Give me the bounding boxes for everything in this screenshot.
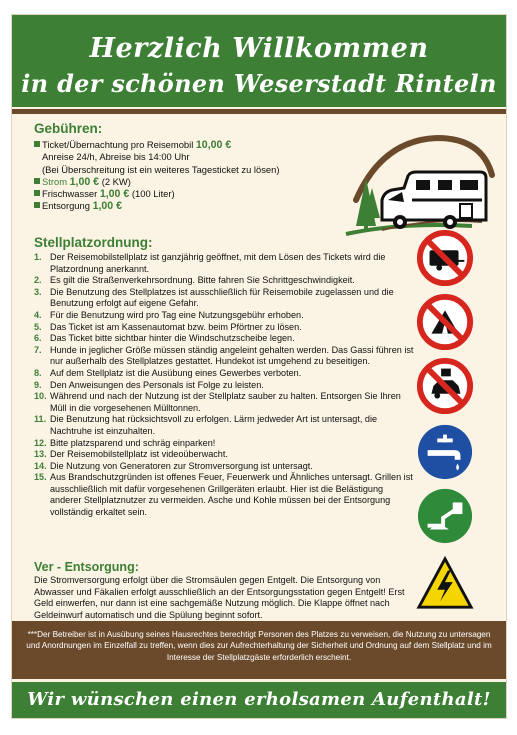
rule-item (34, 438, 416, 450)
rules-title: Stellplatzordnung: (34, 235, 153, 250)
no-car-sign-icon (416, 357, 474, 415)
closing-text: Wir wünschen einen erholsamen Aufenthalt! (27, 689, 491, 710)
disposal-sign-icon (416, 487, 474, 545)
rule-text: Der Reisemobilstellplatz ist ganzjährig geöffnet, mit dem Lösen des Tickets wird die Platzordnung anerkannt. (50, 252, 386, 274)
no-tent-sign-icon (416, 293, 474, 351)
rule-text: Bitte platzsparend und schräg einparken! (50, 437, 216, 448)
rule-number: 7. (34, 344, 42, 355)
rule-text: Die Benutzung des Stellplatzes ist ausschließlich für Reisemobile zugelassen und die Benutzung erfolgt auf eigene Gefahr. (50, 286, 394, 309)
no-caravan-sign-icon (416, 229, 474, 287)
rule-text: Das Ticket bitte sichtbar hinter die Windschutzscheibe legen. (50, 333, 295, 344)
rule-text: Den Anweisungen des Personals ist Folge zu leisten. (50, 379, 264, 390)
rule-item (34, 252, 416, 275)
rule-text: Der Reisemobilstellplatz ist videoüberwacht. (50, 449, 228, 460)
bullet-icon (34, 178, 40, 184)
high-voltage-warning-icon (416, 555, 474, 613)
rule-text: Für die Benutzung wird pro Tag eine Nutzungsgebühr erhoben. (50, 309, 304, 320)
rule-item (34, 391, 416, 414)
rule-number: 13. (34, 449, 47, 460)
fees-title: Gebühren: (34, 121, 103, 136)
camper-logo (342, 130, 502, 240)
rule-item (34, 461, 416, 473)
rule-item (34, 322, 416, 334)
rule-item (34, 472, 416, 518)
water-label: Frischwasser (42, 188, 98, 200)
rule-item (34, 380, 416, 392)
rule-text: Das Ticket ist am Kassenautomat bzw. beim Pförtner zu lösen. (50, 321, 302, 332)
rule-item (34, 345, 416, 368)
rule-text: Es gilt die Straßenverkehrsordnung. Bitte fahren Sie Schrittgeschwindigkeit. (50, 275, 355, 286)
water-unit: (100 Liter) (131, 188, 175, 200)
rule-text: Die Benutzung hat rücksichtsvoll zu erfolgen. Lärm jedweder Art ist untersagt, die Nachtruhe ist einzuhalten. (50, 414, 378, 436)
rule-number: 10. (34, 391, 47, 402)
rule-number: 2. (34, 275, 42, 286)
header-divider (12, 109, 506, 114)
ticket-label: Ticket/Übernachtung pro Reisemobil (42, 139, 194, 150)
rule-number: 8. (34, 367, 42, 378)
welcome-title: Herzlich Willkommen (89, 33, 429, 64)
supply-text: Die Stromversorgung erfolgt über die Stromsäulen gegen Entgelt. Die Entsorgung von Abwasser und Fäkalien erfolgt ausschließlich an der Entsorgungsstation gegen Entgelt! Erst Geld einwerfen, nur dann ist eine sachgemäße Nutzung möglich. Die Klappe öffnet nach Geldeinwurf automatisch und die Spülung beginnt sofort. (34, 575, 405, 620)
arrival-text: Anreise 24/h, Abreise bis 14:00 Uhr (42, 151, 190, 163)
welcome-subtitle: in der schönen Weserstadt Rinteln (21, 69, 497, 98)
water-fee-line (34, 188, 279, 200)
sign-board (11, 14, 507, 719)
power-price: 1,00 € (69, 175, 100, 188)
rule-number: 3. (34, 286, 42, 297)
header-banner (12, 15, 506, 107)
power-fee-line (34, 176, 279, 188)
disclaimer-band (12, 621, 506, 679)
water-tap-sign-icon (416, 423, 474, 481)
closing-banner (12, 682, 506, 718)
disposal-fee-line (34, 200, 279, 212)
rules-list (34, 252, 416, 519)
bullet-icon (34, 202, 40, 208)
rule-text: Die Nutzung von Generatoren zur Stromversorgung ist untersagt. (50, 460, 313, 471)
rule-item (34, 275, 416, 287)
rule-item (34, 368, 416, 380)
rule-text: Aus Brandschutzgründen ist offenes Feuer, Feuerwerk und Ähnliches untersagt. Grillen ist ausschließlich mit dafür vorgesehenen Grillgeräten erlaubt. Hier ist die Belästigung anderer Stellplatznutzer zu vermeiden. Asche und Kohle müssen bei der Entsorgung vollständig erkaltet sein. (50, 472, 413, 518)
rule-item (34, 310, 416, 322)
rule-number: 9. (34, 379, 42, 390)
rule-item (34, 333, 416, 345)
rule-number: 14. (34, 460, 47, 471)
power-label: Strom (42, 175, 68, 187)
rule-number: 4. (34, 309, 42, 320)
rule-number: 6. (34, 333, 42, 344)
rule-number: 15. (34, 472, 47, 483)
bullet-icon (34, 141, 40, 147)
disposal-price: 1,00 € (92, 200, 123, 213)
disposal-label: Entsorgung (42, 200, 90, 212)
rule-item (34, 414, 416, 437)
bullet-icon (34, 190, 40, 196)
disclaimer-text: ***Der Betreiber ist in Ausübung seines Hausrechtes berechtigt Personen des Platzes zu verweisen, die Nutzung zu untersagen und Anordnungen im Einzelfall zu treffen, wenn dies zur Aufrechterhaltung der Sicherheit und Ordnung auf dem Stellplatz und im Interesse der Stellplatzgäste erforderlich erscheint. (26, 630, 492, 662)
rule-number: 12. (34, 437, 47, 448)
rule-number: 11. (34, 414, 47, 425)
rule-item (34, 449, 416, 461)
fees-block (34, 139, 279, 213)
rule-item (34, 287, 416, 310)
rule-text: Hunde in jeglicher Größe müssen ständig angeleint gehalten werden. Das Gassi führen ist nur außerhalb des Stellplatzes gestattet. Hundekot ist umgehend zu beseitigen. (50, 344, 414, 367)
ticket-fee-line (34, 139, 279, 151)
ticket-price: 10,00 € (195, 139, 232, 151)
power-unit: (2 KW) (101, 175, 131, 187)
rule-number: 5. (34, 321, 42, 332)
rule-number: 1. (34, 252, 42, 262)
supply-title: Ver - Entsorgung: (34, 560, 139, 574)
rule-text: Während und nach der Nutzung ist der Stellplatz sauber zu halten. Entsorgen Sie Ihren Müll in die vorgesehenen Mülltonnen. (50, 391, 401, 413)
overstay-text: (Bei Überschreitung ist ein weiteres Tagesticket zu lösen) (42, 163, 280, 175)
rule-text: Auf dem Stellplatz ist die Ausübung eines Gewerbes verboten. (50, 367, 302, 378)
water-price: 1,00 € (99, 188, 130, 201)
